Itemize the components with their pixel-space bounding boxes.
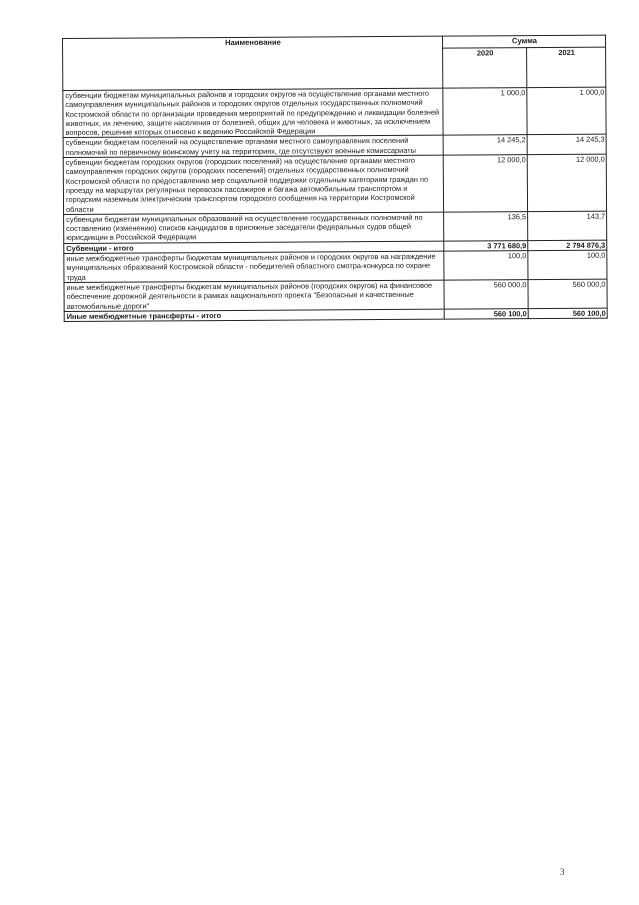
- row-value-2020: 1 000,0: [443, 88, 527, 136]
- row-name: субвенции бюджетам муниципальных образований на осуществление государственных полномочий по составлению (изменению) списков кандидатов в присяжные заседатели федеральных судов общей юрисдикции в Российской Федерации: [64, 212, 444, 243]
- row-value-2021: 14 245,3: [527, 135, 606, 155]
- table-row: [63, 154, 606, 214]
- row-name: субвенции бюджетам муниципальных районов и городских округов на осуществление органами местного самоуправления муниципальных районов и городских округов отдельных государственных полномочий Костромской области по организации проведения мероприятий по предупреждению и ликвидации болезней животных, их лечению, защите населения от болезней, общих для человека и животных, за исключением вопросов, решение которых отнесено к ведению Российской Федерации: [63, 88, 443, 138]
- header-sum: Сумма: [442, 35, 605, 48]
- table-row: [64, 211, 607, 243]
- table-row: [64, 279, 607, 311]
- row-value-2021: 1 000,0: [527, 87, 606, 135]
- row-value-2020: 14 245,2: [443, 135, 527, 155]
- row-name: Иные межбюджетные трансферты - итого: [64, 309, 444, 322]
- row-value-2021: 560 100,0: [528, 308, 607, 319]
- table-row: [64, 250, 607, 282]
- row-value-2021: 12 000,0: [527, 154, 606, 211]
- row-value-2020: 12 000,0: [443, 155, 527, 212]
- page-number: 3: [560, 867, 565, 877]
- header-year-2020: 2020: [443, 47, 527, 88]
- row-name: иные межбюджетные трансферты бюджетам муниципальных районов (городских округов) на финансовое обеспечение дорожной деятельности в рамках национального проекта "Безопасные и качественные автомобильные дороги": [64, 280, 444, 311]
- table-row: [63, 87, 606, 138]
- row-value-2020: 136,5: [444, 212, 528, 241]
- row-value-2020: 560 000,0: [444, 280, 528, 309]
- budget-table: [62, 35, 608, 322]
- row-name: субвенции бюджетам поселений на осуществление органами местного самоуправления поселений полномочий по первичному воинскому учету на территориях, где отсутствуют военные комиссариаты: [63, 136, 443, 158]
- row-value-2020: 100,0: [444, 251, 528, 280]
- row-name: Субвенции - итого: [64, 241, 444, 254]
- header-name: Наименование: [63, 36, 443, 90]
- row-value-2021: 100,0: [528, 250, 607, 279]
- header-year-2021: 2021: [527, 47, 606, 88]
- row-name: иные межбюджетные трансферты бюджетам муниципальных районов и городских округов на награждение муниципальных образований Костромской области - победителей областного смотра-конкурса по охране труда: [64, 251, 444, 282]
- row-value-2021: 560 000,0: [528, 279, 607, 308]
- row-value-2021: 2 794 876,3: [528, 240, 607, 251]
- row-name: субвенции бюджетам городских округов (городских поселений) на осуществление органами местного самоуправления городских округов (городских поселений) отдельных государственных полномочий Костромской области по предоставлению мер социальной поддержки отдельным категориям граждан по проезду на маршрутах регулярных перевозок пассажиров и багажа автомобильным транспортом и городским наземным электрическим транспортом городского сообщения на территории Костромской области: [63, 155, 443, 214]
- row-value-2020: 560 100,0: [444, 308, 528, 319]
- row-value-2021: 143,7: [528, 211, 607, 240]
- row-value-2020: 3 771 680,9: [444, 240, 528, 251]
